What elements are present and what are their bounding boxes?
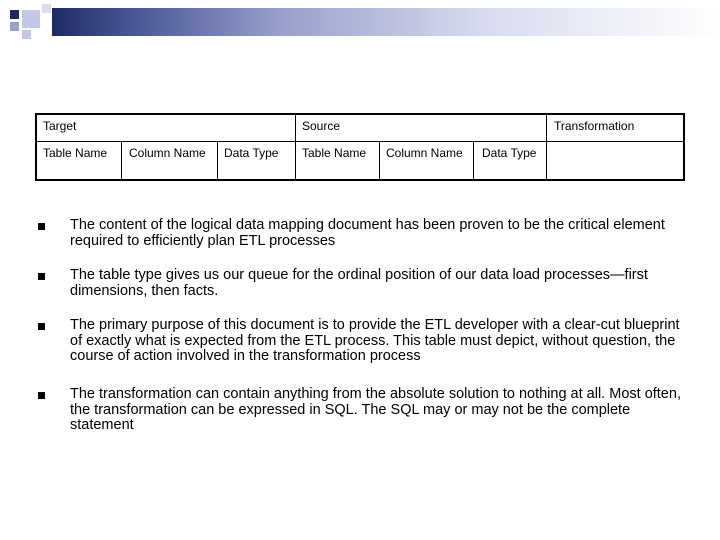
deco-square-dark bbox=[10, 10, 19, 19]
bullet-text: The content of the logical data mapping document has been proven to be the critical element required to efficiently plan ETL processes bbox=[70, 217, 665, 249]
bullet-square-icon bbox=[38, 392, 45, 399]
divider bbox=[121, 142, 122, 181]
column-target-column-name: Column Name bbox=[129, 146, 206, 160]
column-source-column-name: Column Name bbox=[386, 146, 463, 160]
bullet-square-icon bbox=[38, 273, 45, 280]
deco-gradient-band bbox=[52, 8, 720, 36]
deco-square-small bbox=[22, 30, 31, 39]
bullet-square-icon bbox=[38, 323, 45, 330]
column-target-table-name: Table Name bbox=[43, 146, 108, 160]
mapping-table bbox=[35, 113, 685, 181]
header-transformation: Transformation bbox=[554, 119, 635, 133]
divider bbox=[546, 115, 547, 181]
bullet-text: The primary purpose of this document is to provide the ETL developer with a clear-cut blueprint of exactly what is expected from the ETL process. This table must depict, without question, the course of action involved in the transformation process bbox=[70, 317, 680, 364]
bullet-text: The table type gives us our queue for the ordinal position of our data load processes—first dimensions, then facts. bbox=[70, 267, 648, 299]
divider bbox=[217, 142, 218, 181]
deco-square-light bbox=[22, 10, 40, 28]
column-source-data-type: Data Type bbox=[482, 146, 537, 160]
deco-square-mid bbox=[10, 22, 19, 31]
divider bbox=[379, 142, 380, 181]
bullet-square-icon bbox=[38, 223, 45, 230]
deco-square-pale bbox=[42, 4, 51, 13]
divider bbox=[295, 115, 296, 181]
column-target-data-type: Data Type bbox=[224, 146, 279, 160]
column-source-table-name: Table Name bbox=[302, 146, 367, 160]
header-target: Target bbox=[43, 119, 77, 133]
bullet-text: The transformation can contain anything from the absolute solution to nothing at all. Most often, the transformation can be expressed in SQL. The SQL may or may not be the complete statement bbox=[70, 386, 681, 433]
header-source: Source bbox=[302, 119, 341, 133]
divider bbox=[473, 142, 474, 181]
